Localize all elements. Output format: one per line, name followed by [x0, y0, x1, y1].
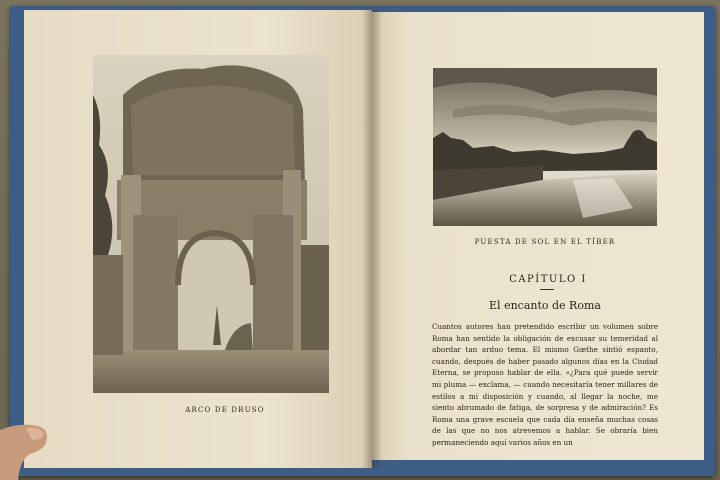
book-gutter: [362, 10, 382, 468]
tiber-photograph: [433, 68, 657, 226]
chapter-divider: [540, 289, 554, 290]
chapter-label: CAPÍTULO I: [509, 274, 587, 285]
arch-illustration: [93, 55, 329, 393]
body-paragraph: Cuantos autores han pretendido escribir un volumen sobre Roma han sentido la obligación de excusar su temeridad al abordar tan arduo tema. El mismo Gœthe sintió espanto, cuando, después de haber pasado algunos días en la Ciudad Eterna, se propuso hablar de ella. «¿Para qué puede servir mi pluma — exclama, — cuando necesitaría tener millares de estilos a mi disposición y cuando, al llegar la noche, me siento abrumado de fatiga, de sorpresa y de admiración? Es Roma una grave escuela que cada día enseña muchas cosas de las que no nos atrevemos a hablar. Se obraría bien permaneciendo aquí varios años en un: [432, 322, 658, 447]
tiber-illustration: [433, 68, 657, 226]
section-title: El encanto de Roma: [489, 299, 601, 312]
hand-thumb: [0, 420, 52, 480]
right-plate-caption: PUESTA DE SOL EN EL TÍBER: [474, 238, 616, 246]
arch-photograph: [93, 55, 329, 393]
left-plate-caption: ARCO DE DRUSO: [185, 406, 265, 414]
